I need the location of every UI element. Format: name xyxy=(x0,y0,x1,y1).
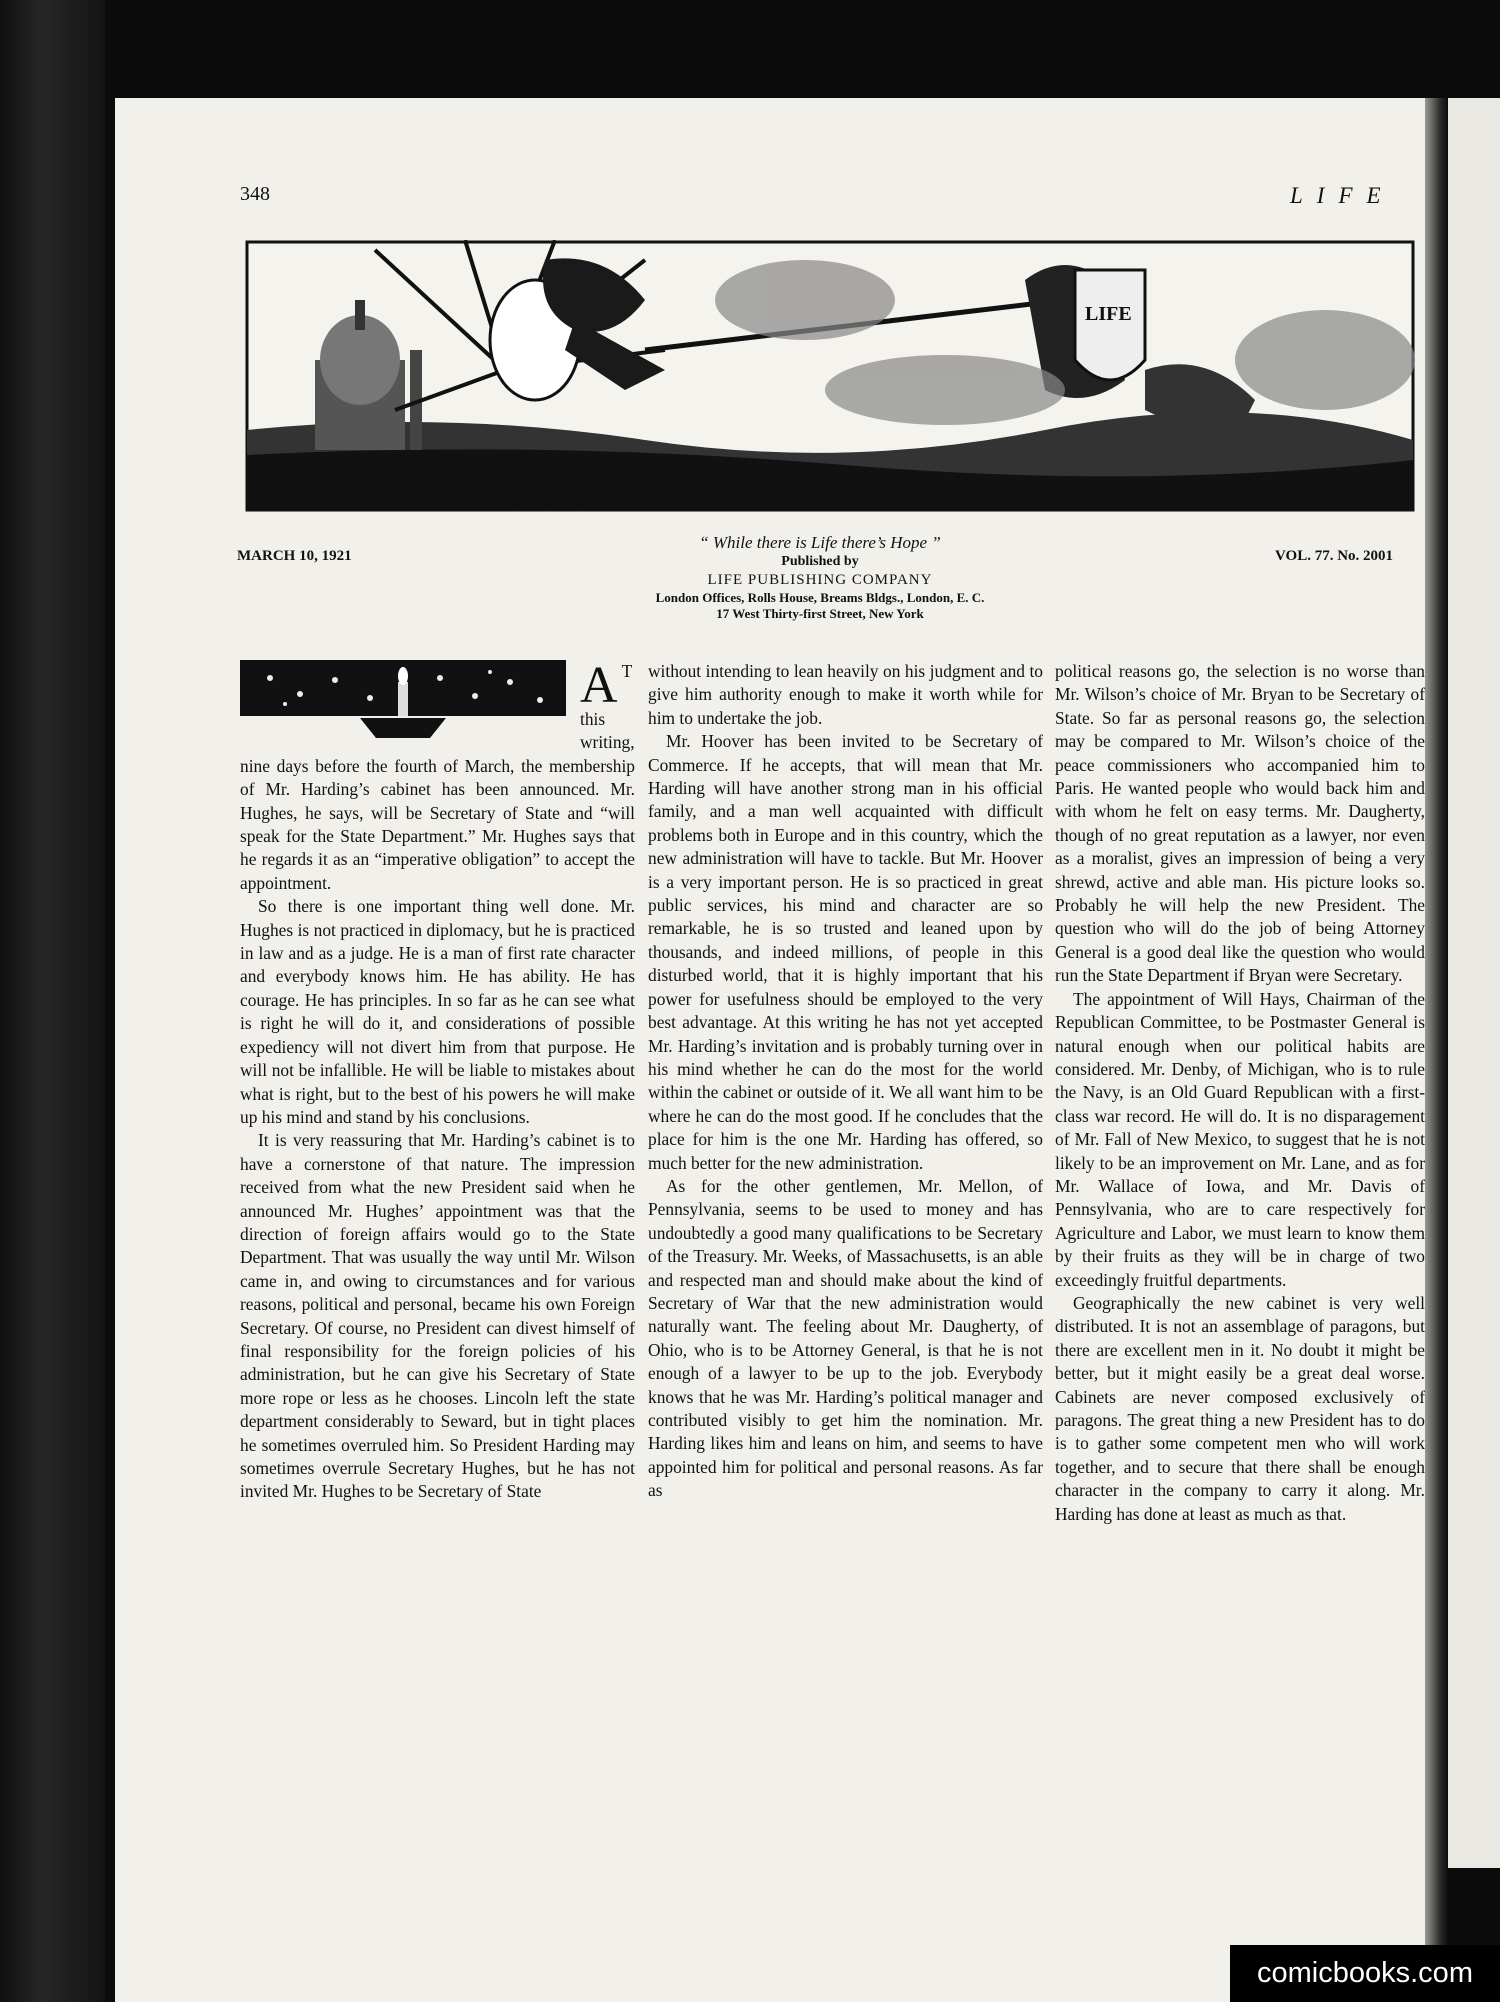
article-column-2 xyxy=(648,660,1043,1503)
article-column-1 xyxy=(240,657,635,1504)
paragraph: T this writing, nine days before the fourth of March, the membership of Mr. Harding’s cabinet has been announced. Mr. Hughes, he says, will be Secretary of State and “will speak for the State Department.” Mr. Hughes says that he regards it as an “imperative obligation” to accept the appointment. xyxy=(240,661,635,893)
source-watermark: comicbooks.com xyxy=(1230,1945,1500,2002)
paragraph: Mr. Hoover has been invited to be Secretary of Commerce. If he accepts, that will mean that Mr. Harding will have another strong man in his official family, and a man well acquainted with difficult problems both in Europe and in this country, which the new administration will have to tackle. But Mr. Hoover is a very important person. He is so practiced in great public services, his mind and character are so remarkable, he is so trusted and leaned upon by thousands, and indeed millions, of people in this disturbed world, that it is highly important that his power for usefulness should be employed to the very best advantage. At this writing he has not yet accepted Mr. Harding’s invitation and is probably turning over in his mind whether he can do the most for the world within the cabinet or outside of it. We all want him to be where he can do the most good. If he concludes that the place for him is the one Mr. Harding has offered, so much better for the new administration. xyxy=(648,731,1043,1173)
paragraph: Geographically the new cabinet is very well distributed. It is not an assemblage of paragons, but there are excellent men in it. No doubt it might be better, but it might easily be a great deal worse. Cabinets are never composed exclusively of paragons. The great thing a new President has to do is to gather some competent men who will work together, and to secure that there shall be enough character in the company to carry it along. Mr. Harding has done at least as much as that. xyxy=(1055,1292,1425,1524)
paragraph: The appointment of Will Hays, Chairman of the Republican Committee, to be Postmaster General is natural enough when our political habits are considered. Mr. Denby, of Michigan, who is to rule the Navy, is an Old Guard Republican with a first-class war record. He will do. It is no disparagement of Mr. Fall of New Mexico, to suggest that he is not likely to be an improvement on Mr. Lane, and as for Mr. Wallace of Iowa, and Mr. Davis of Pennsylvania, who are to care respectively for Agriculture and Labor, we must learn to know them by their fruits as they will be in charge of two exceedingly fruitful departments. xyxy=(1055,988,1425,1290)
drop-cap: A xyxy=(580,657,618,714)
paragraph: without intending to lean heavily on his judgment and to give him authority enough to make it worth while for him to undertake the job. xyxy=(648,661,1043,728)
article-column-3 xyxy=(1055,660,1425,1526)
masthead-credits xyxy=(585,532,1055,622)
life-logo: LIFE xyxy=(445,438,632,526)
paragraph: As for the other gentlemen, Mr. Mellon, of Pennsylvania, seems to be used to money and has undoubtedly a good many qualifications to be Secretary of the Treasury. Mr. Weeks, of Massachusetts, is an able and respected man and should make about the kind of Secretary of War that the new administration would naturally want. The feeling about Mr. Daugherty, of Ohio, who is to be Attorney General, is that he is not enough of a lawyer to be up to the job. Everybody knows that he was Mr. Harding’s political manager and contributed visibly to get him the nomination. Mr. Harding likes him and leans on him, and seems to have appointed him for political and personal reasons. As far as xyxy=(648,1175,1043,1501)
facing-page-edge xyxy=(1448,98,1500,1868)
page-number: 348 xyxy=(240,183,270,205)
candle-ornament-banner xyxy=(240,660,566,742)
spine-shadow xyxy=(1425,98,1447,2002)
paragraph: So there is one important thing well done. Mr. Hughes is not practiced in diplomacy, but he is practiced in law and as a judge. He is a man of first rate character and everybody knows him. He has ability. He has courage. He has principles. In so far as he can see what is right he will do it, and considerations of possible expediency will not divert him from that purpose. He will not be infallible. He will be liable to mistakes about what is right, but to the best of his powers he will make up his mind and stand by his conclusions. xyxy=(240,896,635,1127)
masthead-artwork xyxy=(245,240,1415,530)
scan-dark-edge xyxy=(0,0,105,2002)
publisher-name: LIFE PUBLISHING COMPANY xyxy=(707,571,933,588)
motto: “ While there is Life there’s Hope ” xyxy=(699,533,941,552)
published-by: Published by xyxy=(781,554,859,570)
volume-number: VOL. 77. No. 2001 xyxy=(1275,548,1394,564)
running-head: LIFE xyxy=(1290,183,1395,208)
paragraph: political reasons go, the selection is no worse than Mr. Wilson’s choice of Mr. Bryan to be Secretary of State. So far as personal reasons go, the selection may be compared to Mr. Wilson’s choice of the peace commissioners who accompanied him to Paris. He wanted people who would back him and with whom he felt on easy terms. Mr. Daugherty, though of no great reputation as a lawyer, nor even as a moralist, gives an impression of being a very shrewd, active and able man. His picture looks so. Probably he will help the new President. The question who will do the job of being Attorney General is a good deal like the question who would run the State Department if Bryan were Secretary. xyxy=(1055,661,1425,986)
issue-date: MARCH 10, 1921 xyxy=(237,548,352,564)
candle-ornament-icon xyxy=(240,660,566,742)
ny-address: 17 West Thirty-first Street, New York xyxy=(716,605,924,621)
london-offices: London Offices, Rolls House, Breams Bldgs., London, E. C. xyxy=(655,589,985,605)
svg-text:LIFE: LIFE xyxy=(1085,303,1132,325)
paragraph: It is very reassuring that Mr. Harding’s cabinet is to have a cornerstone of that nature. The impression received from what the new President said when he announced Mr. Hughes’ appointment was that the direction of foreign affairs would go to the State Department. That was usually the way until Mr. Wilson came in, and owing to circumstances and for various reasons, political and personal, became his own Foreign Secretary. Of course, no President can divest himself of final responsibility for the foreign policies of his administration, but he can give his Secretary of State more rope or less as he chooses. Lincoln left the state department considerably to Seward, but in tight places he sometimes overruled him. So President Harding may sometimes overrule Secretary Hughes, but he has not invited Mr. Hughes to be Secretary of State xyxy=(240,1130,635,1502)
